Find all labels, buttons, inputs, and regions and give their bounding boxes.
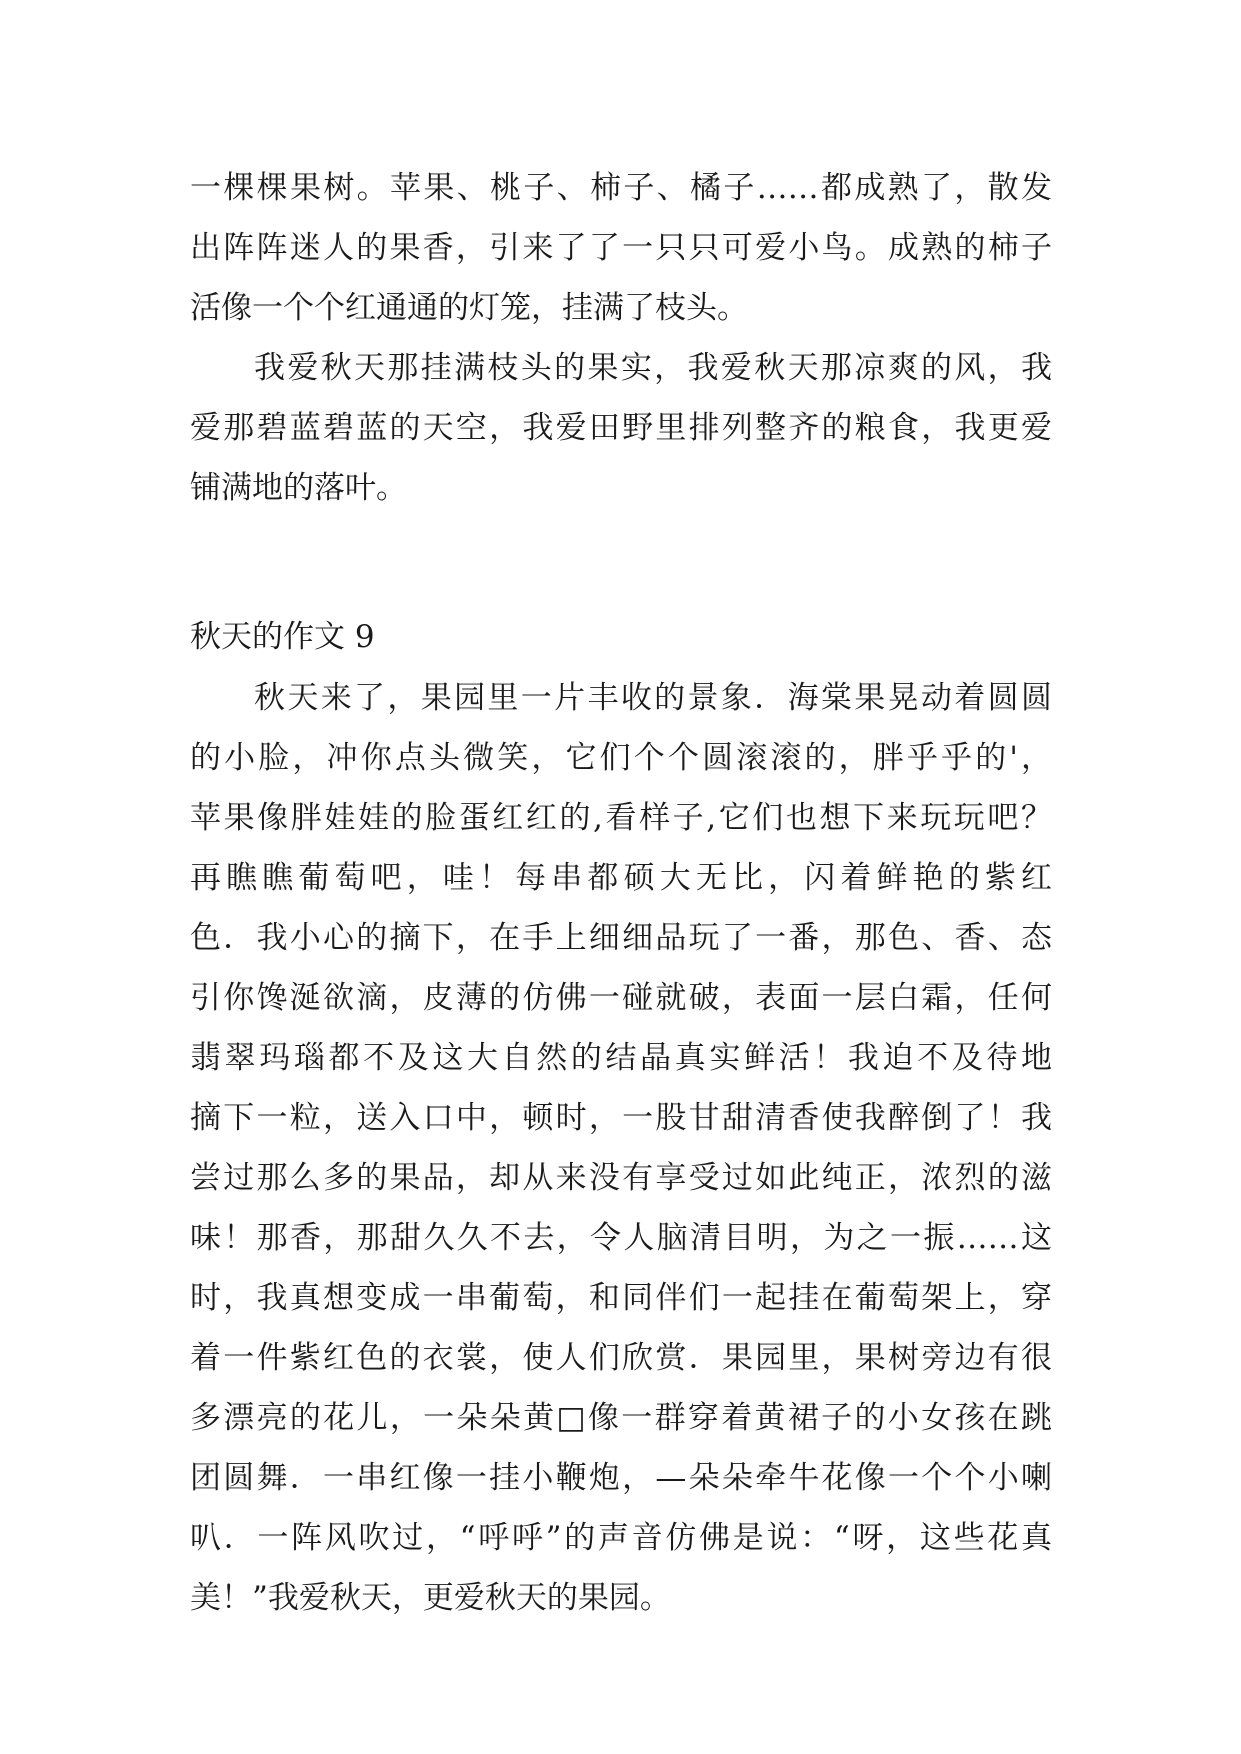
section-heading: 秋天的作文 9 (190, 619, 375, 655)
text-line: 引你馋涎欲滴，皮薄的仿佛一碰就破，表面一层白霜，任何 (190, 980, 1052, 1016)
text-line: 美！”我爱秋天，更爱秋天的果园。 (190, 1580, 671, 1616)
paragraph (190, 158, 1052, 338)
text-line: 尝过那么多的果品，却从来没有享受过如此纯正，浓烈的滋 (190, 1160, 1052, 1196)
text-line: 味！那香，那甜久久不去，令人脑清目明，为之一振……这 (190, 1220, 1052, 1256)
text-line: 色．我小心的摘下，在手上细细品玩了一番，那色、香、态 (190, 920, 1052, 956)
text-line: 摘下一粒，送入口中，顿时，一股甘甜清香使我醉倒了！我 (190, 1100, 1052, 1136)
paragraph (190, 338, 1052, 518)
text-line: 的小脸，冲你点头微笑，它们个个圆滚滚的，胖乎乎的'， (190, 740, 1052, 776)
text-line: 多漂亮的花儿，一朵朵黄□像一群穿着黄裙子的小女孩在跳 (190, 1400, 1052, 1436)
text-line: 一棵棵果树。苹果、桃子、柿子、橘子……都成熟了，散发 (190, 170, 1052, 206)
text-line: 翡翠玛瑙都不及这大自然的结晶真实鲜活！我迫不及待地 (190, 1040, 1052, 1076)
text-line: 秋天来了，果园里一片丰收的景象．海棠果晃动着圆圆 (254, 680, 1052, 716)
text-line: 再瞧瞧葡萄吧，哇！每串都硕大无比，闪着鲜艳的紫红 (190, 860, 1052, 896)
text-line: 着一件紫红色的衣裳，使人们欣赏．果园里，果树旁边有很 (190, 1340, 1052, 1376)
text-line: 时，我真想变成一串葡萄，和同伴们一起挂在葡萄架上，穿 (190, 1280, 1052, 1316)
section-spacer (190, 518, 1052, 606)
text-line: 出阵阵迷人的果香，引来了了一只只可爱小鸟。成熟的柿子 (190, 230, 1052, 266)
document-body (190, 158, 1052, 1628)
text-line: 爱那碧蓝碧蓝的天空，我爱田野里排列整齐的粮食，我更爱 (190, 410, 1052, 446)
text-line: 铺满地的落叶。 (190, 470, 407, 506)
text-line: 苹果像胖娃娃的脸蛋红红的,看样子,它们也想下来玩玩吧？ (190, 800, 1052, 836)
text-line: 叭．一阵风吹过，“呼呼”的声音仿佛是说：“呀，这些花真 (190, 1520, 1052, 1556)
text-line: 我爱秋天那挂满枝头的果实，我爱秋天那凉爽的风，我 (254, 350, 1052, 386)
text-line: 活像一个个红通通的灯笼，挂满了枝头。 (190, 290, 748, 326)
paragraph (190, 668, 1052, 1628)
text-line: 团圆舞．一串红像一挂小鞭炮，—朵朵牵牛花像一个个小喇 (190, 1460, 1052, 1496)
